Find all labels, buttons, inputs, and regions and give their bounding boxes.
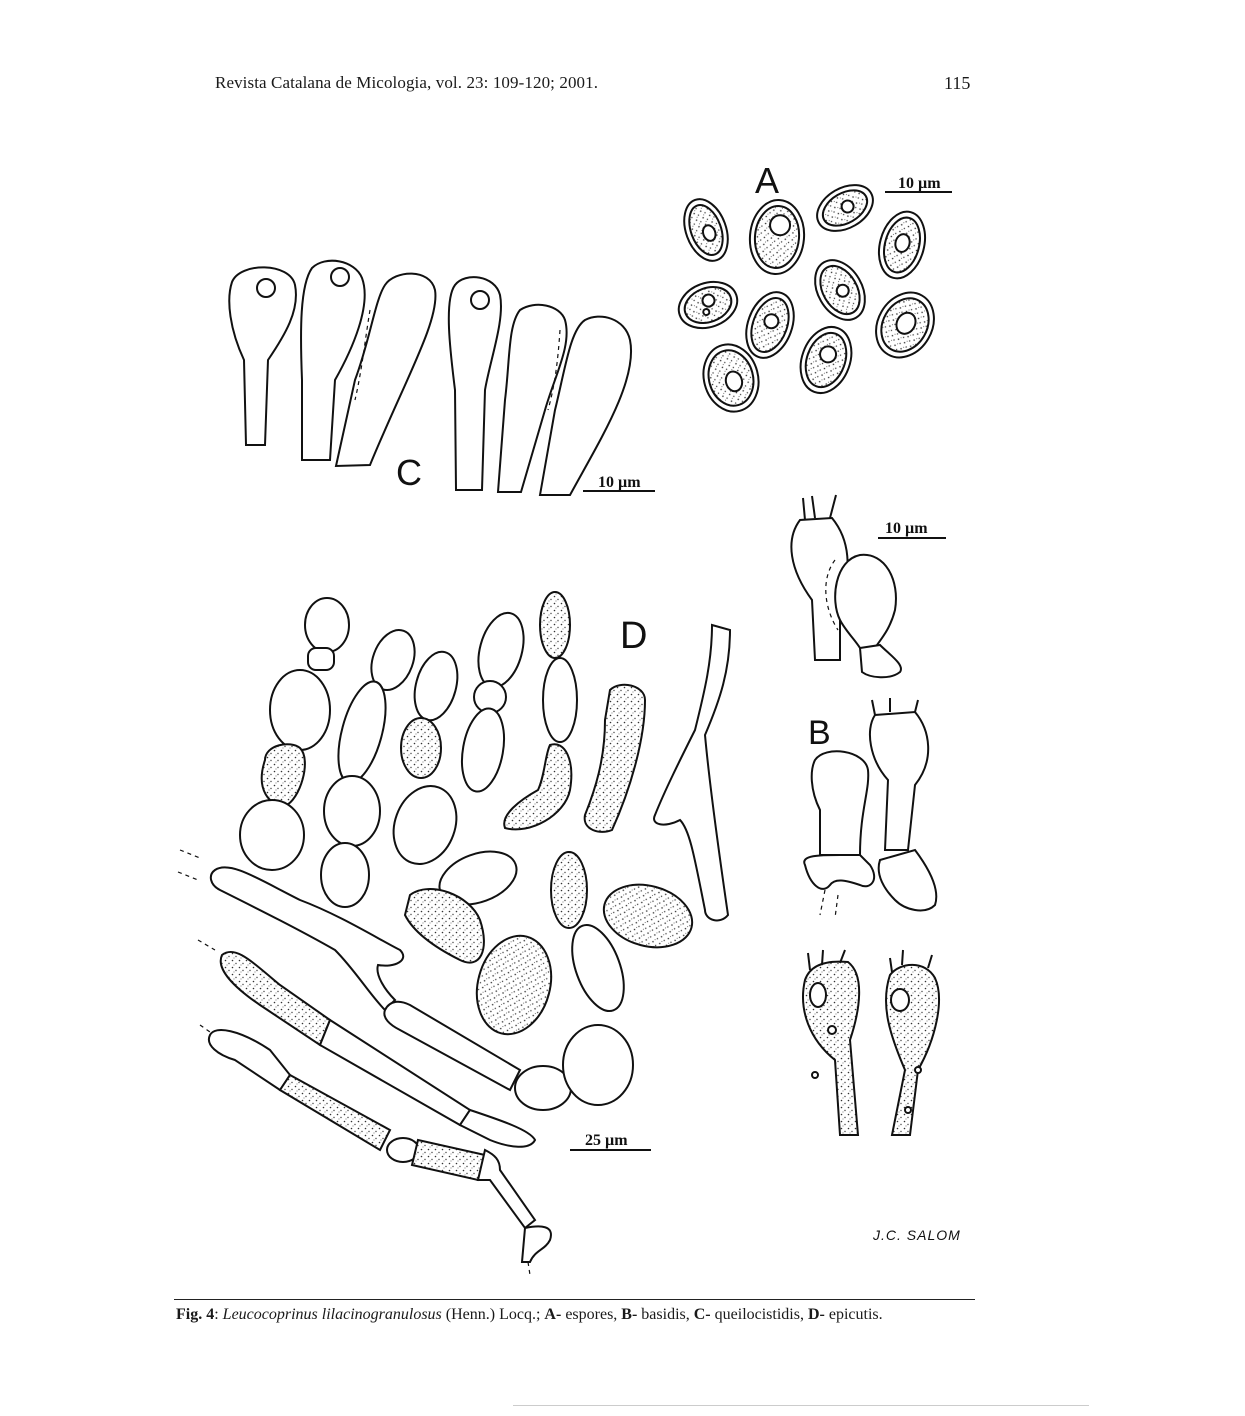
- caption-authority: (Henn.) Locq.;: [445, 1306, 541, 1323]
- scale-bar-b: 10 µm: [885, 520, 928, 537]
- panel-d-epicutis: [178, 592, 730, 1275]
- spore: [676, 193, 735, 267]
- spore: [792, 320, 860, 400]
- spore: [747, 198, 807, 276]
- panel-label-a: A: [755, 160, 780, 201]
- spore: [805, 251, 875, 328]
- caption-species: Leucocoprinus lilacinogranulosus: [222, 1306, 442, 1323]
- panel-a-spores: [672, 160, 952, 418]
- caption-key-d: D-: [807, 1306, 825, 1323]
- caption-text-b: basidis,: [641, 1306, 690, 1323]
- running-header: Revista Catalana de Micologia, vol. 23: 109-120; 2001.: [215, 73, 599, 92]
- figure-caption: Fig. 4: Leucocoprinus lilacinogranulosus (Henn.) Locq.; A- espores, B- basidis, C- queilocistidis, D- epicutis.: [176, 1306, 883, 1323]
- panel-label-c: C: [396, 452, 422, 493]
- panel-label-b: B: [808, 714, 831, 752]
- spore: [865, 282, 946, 368]
- page-bottom-edge: [513, 1405, 1089, 1406]
- page-number: 115: [944, 73, 971, 93]
- scale-bar-a: 10 µm: [898, 175, 941, 192]
- caption-key-a: A-: [544, 1306, 562, 1323]
- panel-c-cheilocystidia: [229, 261, 655, 495]
- basidium: [812, 751, 869, 855]
- illustrator-signature: J.C. SALOM: [873, 1227, 961, 1243]
- scale-bar-d: 25 µm: [585, 1132, 628, 1149]
- cystidium: [449, 277, 501, 490]
- caption-text-c: queilocistidis,: [714, 1306, 804, 1323]
- caption-rule: [174, 1299, 975, 1300]
- spore: [809, 176, 881, 241]
- basidium: [886, 965, 939, 1135]
- caption-key-c: C-: [693, 1306, 711, 1323]
- caption-text-d: epicutis.: [828, 1306, 883, 1323]
- caption-text-a: espores,: [565, 1306, 618, 1323]
- spore: [672, 274, 743, 336]
- spore: [872, 206, 932, 283]
- caption-fig-label: Fig. 4: [176, 1306, 215, 1323]
- caption-key-b: B-: [621, 1306, 638, 1323]
- panel-b-basidia: [791, 495, 946, 1135]
- scale-bar-c: 10 µm: [598, 474, 641, 491]
- panel-label-d: D: [620, 615, 648, 657]
- basidium: [870, 712, 928, 850]
